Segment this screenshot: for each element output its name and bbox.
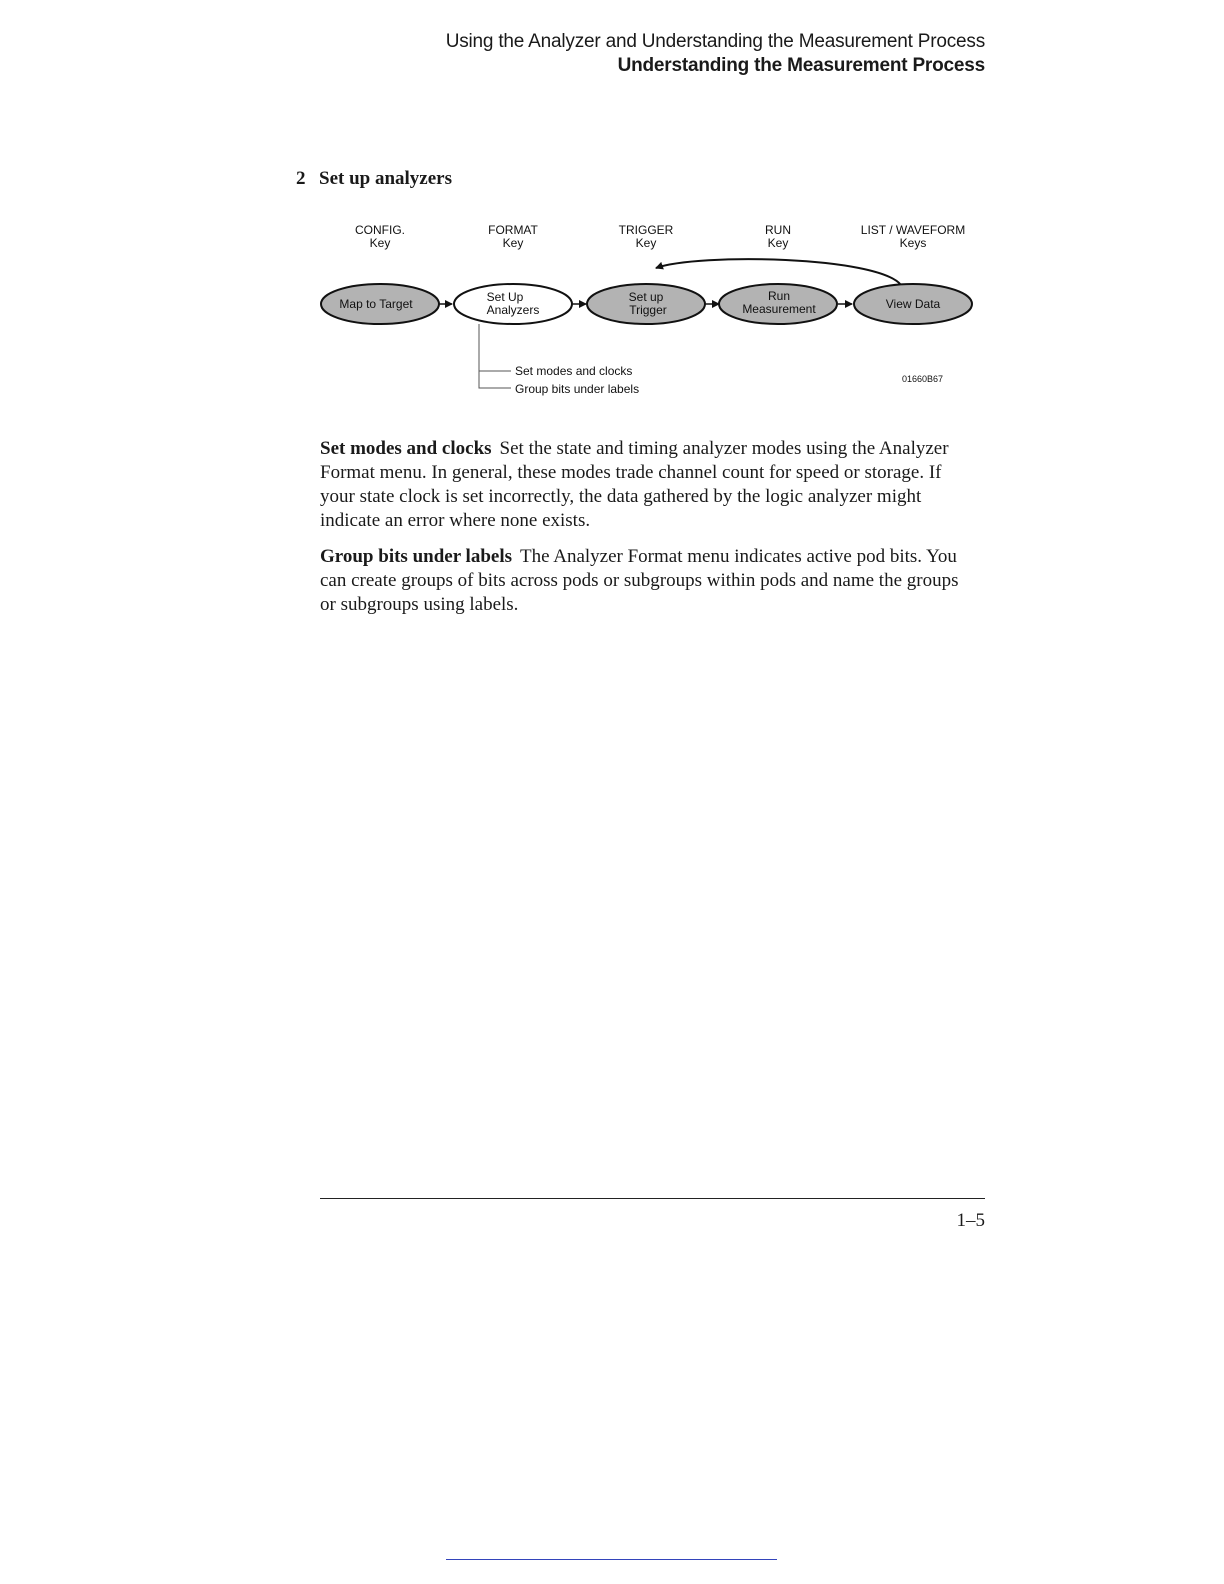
key-label-list-waveform [861, 223, 965, 250]
section-title: Understanding the Measurement Process [617, 55, 985, 76]
key-label-line1: RUN [765, 223, 791, 237]
paragraph-text: The Analyzer Format menu indicates active pod bits. You can create groups of bits across pods or subgroups within pods and name the groups or subgroups using labels. [320, 546, 959, 615]
figure-id: 01660B67 [902, 374, 944, 384]
stage-set-up-analyzers [454, 284, 572, 324]
stage-run-measurement [719, 284, 837, 324]
process-flow-svg [318, 218, 978, 403]
subtask-bracket [479, 324, 511, 388]
key-label-line2: Keys [899, 236, 927, 250]
stage-label: Map to Target [339, 297, 413, 311]
stage-label-line2: Analyzers [486, 303, 540, 317]
page-number: 1–5 [956, 1210, 985, 1231]
paragraph-term: Group bits under labels [320, 546, 512, 567]
key-label-line1: LIST / WAVEFORM [860, 223, 966, 237]
key-label-line2: Key [502, 236, 524, 250]
key-label-config [355, 223, 405, 250]
stage-label-line2: Trigger [629, 303, 667, 317]
footer-rule [320, 1198, 985, 1199]
stage-label-line1: Set up [628, 290, 664, 304]
paragraph-group-bits-under-labels [320, 545, 960, 617]
step-title: Set up analyzers [319, 168, 452, 189]
key-label-line1: TRIGGER [618, 223, 674, 237]
body-text [320, 437, 960, 629]
stage-map-to-target [321, 284, 439, 324]
bottom-link-underline [446, 1559, 777, 1560]
step-heading [296, 168, 452, 190]
stage-label: View Data [885, 297, 941, 311]
stage-view-data [854, 284, 972, 324]
stage-set-up-trigger [587, 284, 705, 324]
paragraph-text: Set the state and timing analyzer modes using the Analyzer Format menu. In general, these modes trade channel count for speed or storage. If your state clock is set incorrectly, the data gathered by the logic analyzer might indicate an error where none exists. [320, 438, 949, 531]
stage-label-line1: Run [767, 289, 791, 303]
subtask-label: Set modes and clocks [515, 364, 633, 378]
stage-label-line1: Set Up [486, 290, 524, 304]
key-label-line1: FORMAT [488, 223, 538, 237]
stage-label-line2: Measurement [742, 302, 816, 316]
key-label-trigger [619, 223, 674, 250]
key-label-line1: CONFIG. [355, 223, 405, 237]
key-label-line2: Key [369, 236, 391, 250]
chapter-title: Using the Analyzer and Understanding the Measurement Process [445, 31, 985, 52]
key-label-run [765, 223, 791, 250]
loop-back-arrow [656, 259, 901, 285]
subtask-label: Group bits under labels [515, 382, 640, 396]
key-label-line2: Key [635, 236, 657, 250]
paragraph-set-modes-and-clocks [320, 437, 960, 533]
process-flow-diagram [318, 218, 978, 403]
running-header [446, 30, 985, 78]
key-label-line2: Key [767, 236, 789, 250]
paragraph-term: Set modes and clocks [320, 438, 492, 459]
key-label-format [488, 223, 538, 250]
step-number: 2 [296, 168, 306, 189]
